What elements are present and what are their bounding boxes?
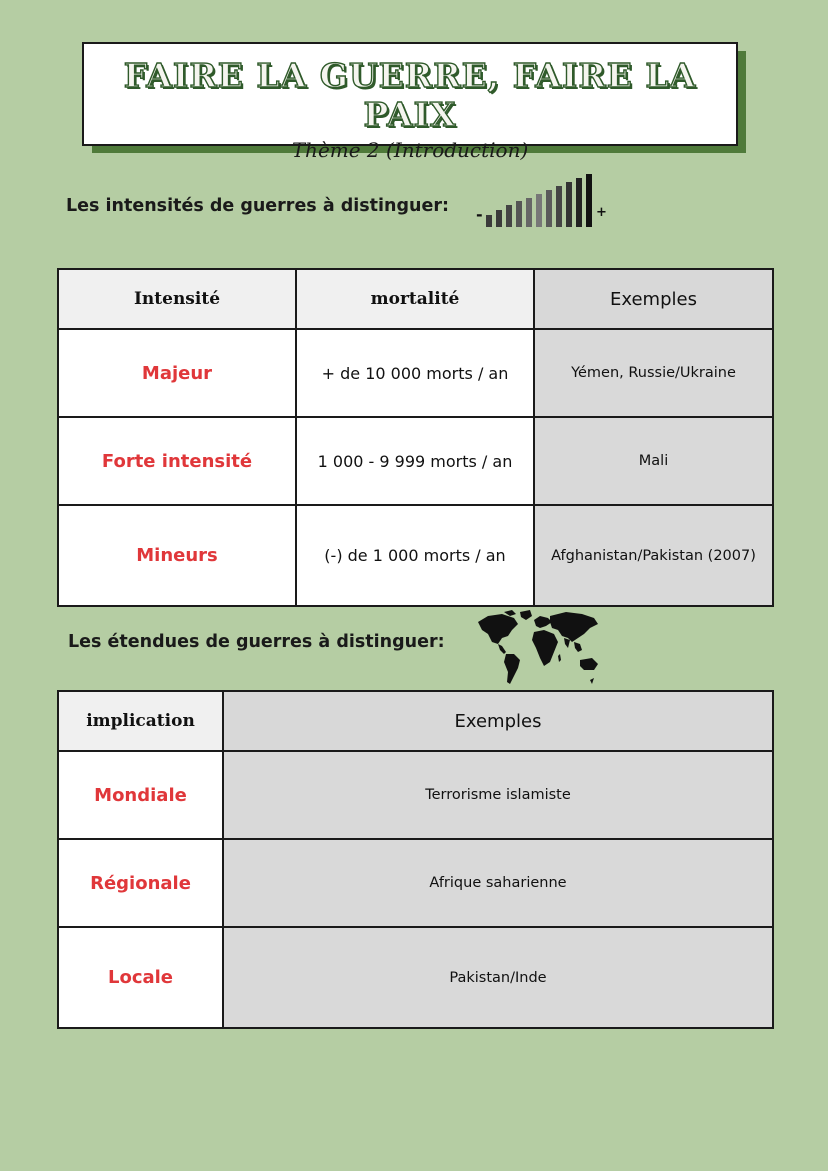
extent-label: Régionale [58, 839, 223, 927]
example-value: Terrorisme islamiste [223, 751, 773, 839]
table-row [58, 927, 773, 1028]
mortality-value: (-) de 1 000 morts / an [296, 505, 534, 606]
column-header-intensite: Intensité [58, 269, 296, 329]
page-title: FAIRE LA GUERRE, FAIRE LA PAIX [123, 56, 697, 134]
column-header-exemples: Exemples [534, 269, 773, 329]
title-box [82, 42, 738, 162]
table-row [58, 505, 773, 606]
page-subtitle: Thème 2 (Introduction) [291, 138, 529, 162]
mortality-value: + de 10 000 morts / an [296, 329, 534, 417]
column-header-mortalite: mortalité [296, 269, 534, 329]
column-header-exemples: Exemples [223, 691, 773, 751]
extent-table [57, 690, 774, 1029]
scale-plus-label: + [596, 205, 607, 220]
column-header-implication: implication [58, 691, 223, 751]
extent-heading: Les étendues de guerres à distinguer: [68, 632, 445, 652]
scale-minus-label: - [476, 205, 483, 224]
table-header-row [58, 691, 773, 751]
intensity-heading: Les intensités de guerres à distinguer: [66, 196, 449, 216]
example-value: Mali [534, 417, 773, 505]
example-value: Pakistan/Inde [223, 927, 773, 1028]
intensity-label: Mineurs [58, 505, 296, 606]
example-value: Yémen, Russie/Ukraine [534, 329, 773, 417]
table-row [58, 839, 773, 927]
table-header-row [58, 269, 773, 329]
intensity-table [57, 268, 774, 607]
intensity-label: Forte intensité [58, 417, 296, 505]
table-row [58, 417, 773, 505]
example-value: Afghanistan/Pakistan (2007) [534, 505, 773, 606]
world-map-icon [474, 608, 602, 688]
example-value: Afrique saharienne [223, 839, 773, 927]
table-row [58, 751, 773, 839]
mortality-value: 1 000 - 9 999 morts / an [296, 417, 534, 505]
extent-label: Mondiale [58, 751, 223, 839]
table-row [58, 329, 773, 417]
extent-label: Locale [58, 927, 223, 1028]
signal-strength-icon [476, 173, 611, 230]
intensity-label: Majeur [58, 329, 296, 417]
